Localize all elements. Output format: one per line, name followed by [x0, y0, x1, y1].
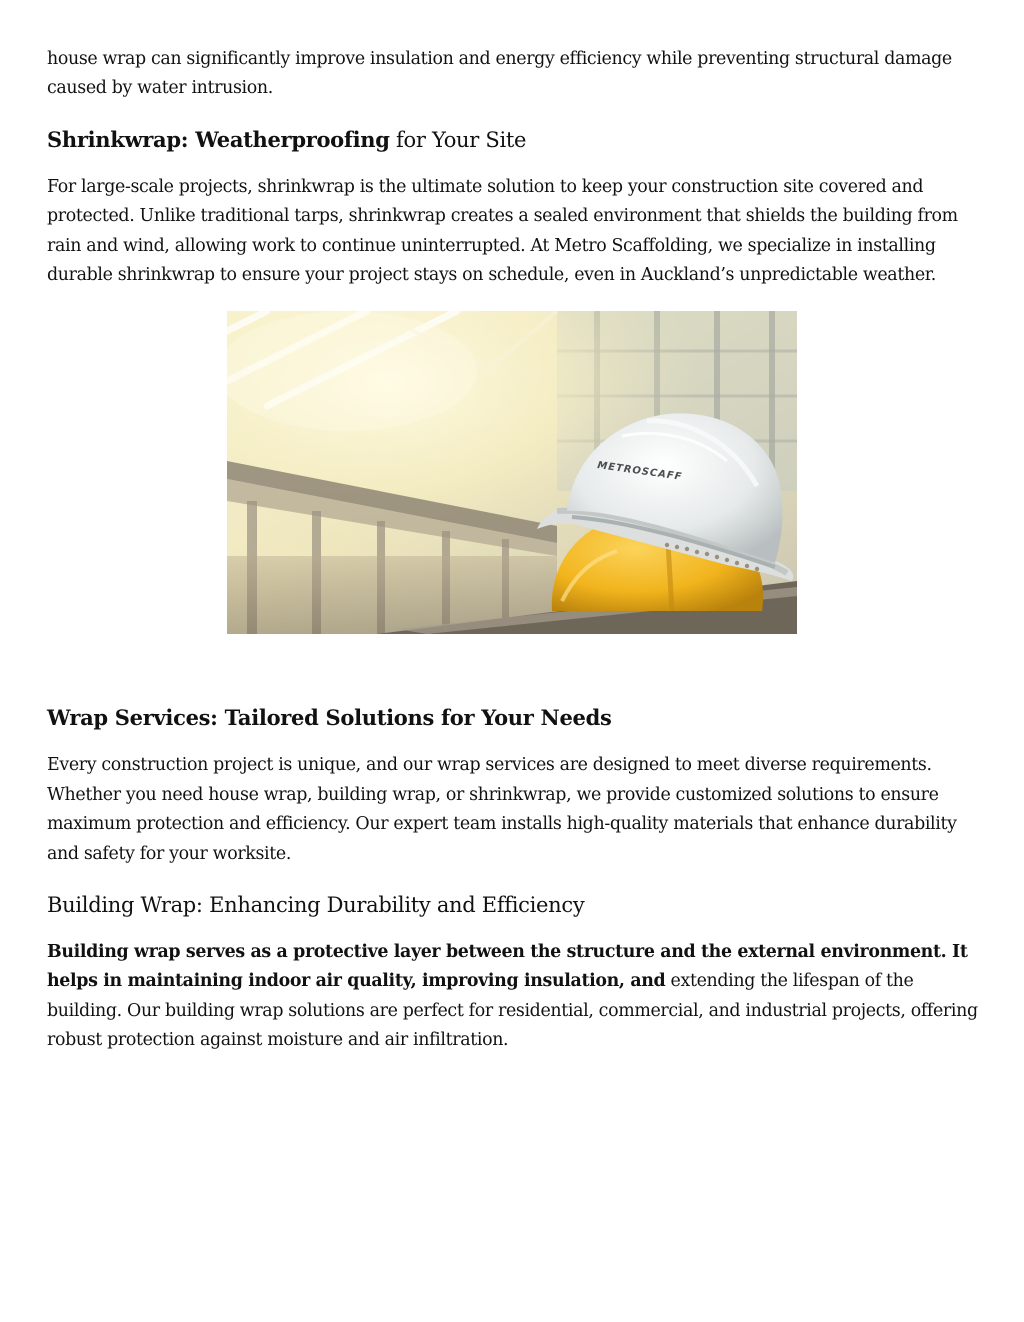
building-wrap-paragraph — [47, 938, 982, 1056]
shrinkwrap-paragraph: For large-scale projects, shrinkwrap is the ultimate solution to keep your construction site covered and protected. Unlike traditional tarps, shrinkwrap creates a sealed environment that shields the building from rain and wind, allowing work to continue uninterrupted. At Metro Scaffolding, we specialize in installing durable shrinkwrap to ensure your project stays on schedule, even in Auckland’s unpredictable weather. — [47, 176, 958, 286]
wrap-services-heading: Wrap Services: Tailored Solutions for Your Needs — [47, 705, 612, 731]
shrinkwrap-heading-normal: for Your Site — [389, 127, 527, 152]
shrinkwrap-heading — [47, 125, 982, 155]
building-wrap-paragraph-bold: Building wrap serves as a protective layer between the structure and the external environment. It helps in maintaining indoor air quality, improving insulation, and — [47, 942, 968, 992]
building-wrap-paragraph-normal: extending the lifespan of the building. Our building wrap solutions are perfect for residential, commercial, and industrial projects, offering robust protection against moisture and air infiltration. — [47, 971, 978, 1051]
intro-paragraph: house wrap can significantly improve insulation and energy efficiency while preventing structural damage caused by water intrusion. — [47, 49, 952, 99]
helmet-logo-text: METROSCAFF — [596, 460, 684, 484]
hard-hat-photo — [227, 311, 797, 634]
wrap-services-paragraph: Every construction project is unique, and our wrap services are designed to meet diverse requirements. Whether you need house wrap, building wrap, or shrinkwrap, we provide customized solutions to ensure maximum protection and efficiency. Our expert team installs high-quality materials that enhance durability and safety for your worksite. — [47, 755, 957, 864]
shrinkwrap-heading-bold: Shrinkwrap: Weatherproofing — [47, 126, 390, 152]
document-page — [47, 44, 982, 1056]
building-wrap-heading: Building Wrap: Enhancing Durability and Efficiency — [47, 893, 585, 918]
